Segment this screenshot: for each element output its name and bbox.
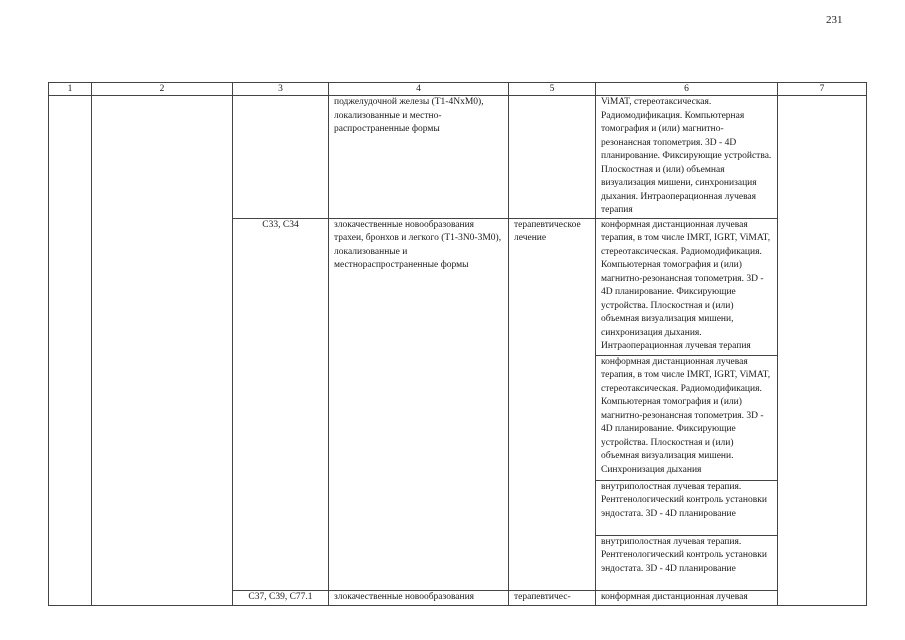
column-1-cell — [49, 96, 92, 606]
column-header: 2 — [92, 83, 233, 96]
diagnosis-cell: злокачественные новообразования — [329, 590, 509, 605]
method-cell: ViMAT, стереотаксическая. Радиомодификация. Компьютерная томография и (или) магнитно-резонансная топометрия. 3D - 4D планирование. Фиксирующие устройства. Плоскостная и (или) объемная визуализация мишени, синхронизация дыхания. Интраоперационная лучевая терапия — [596, 96, 778, 219]
column-header: 6 — [596, 83, 778, 96]
column-header: 5 — [509, 83, 596, 96]
diagnosis-cell: злокачественные новообразования трахеи, бронхов и легкого (T1-3N0-3M0), локализованные и местнораспространенные формы — [329, 218, 509, 590]
code-cell: С37, С39, С77.1 — [233, 590, 329, 605]
treatment-kind-cell: терапевтическое лечение — [509, 218, 596, 590]
method-cell: внутриполостная лучевая терапия. Рентгенологический контроль установки эндостата. 3D - 4D планирование — [596, 535, 778, 590]
page-number: 231 — [826, 14, 843, 26]
diagnosis-cell: поджелудочной железы (T1-4NxM0), локализованные и местно-распространенные формы — [329, 96, 509, 219]
column-2-cell — [92, 96, 233, 606]
method-cell: конформная дистанционная лучевая терапия, в том числе IMRT, IGRT, ViMAT, стереотаксическая. Радиомодификация. Компьютерная томография и (или) магнитно-резонансная топометрия. 3D - 4D планирование. Фиксирующие устройства. Плоскостная и (или) объемная визуализация мишени, синхронизация дыхания. Интраоперационная лучевая терапия — [596, 218, 778, 355]
column-header: 1 — [49, 83, 92, 96]
method-cell: конформная дистанционная лучевая терапия, в том числе IMRT, IGRT, ViMAT, стереотаксическая. Радиомодификация. Компьютерная томография и (или) магнитно-резонансная топометрия. 3D - 4D планирование. Фиксирующие устройства. Плоскостная и (или) объемная визуализация мишени. Синхронизация дыхания — [596, 355, 778, 480]
column-header: 3 — [233, 83, 329, 96]
code-cell: С33, С34 — [233, 218, 329, 590]
code-cell — [233, 96, 329, 219]
column-7-cell — [778, 96, 867, 606]
method-cell: конформная дистанционная лучевая — [596, 590, 778, 605]
column-header: 7 — [778, 83, 867, 96]
method-cell: внутриполостная лучевая терапия. Рентгенологический контроль установки эндостата. 3D - 4D планирование — [596, 480, 778, 535]
treatment-kind-cell — [509, 96, 596, 219]
column-header: 4 — [329, 83, 509, 96]
table-row — [49, 96, 867, 219]
treatment-table — [48, 82, 867, 606]
column-number-header — [49, 83, 867, 96]
treatment-kind-cell: терапевтичес- — [509, 590, 596, 605]
